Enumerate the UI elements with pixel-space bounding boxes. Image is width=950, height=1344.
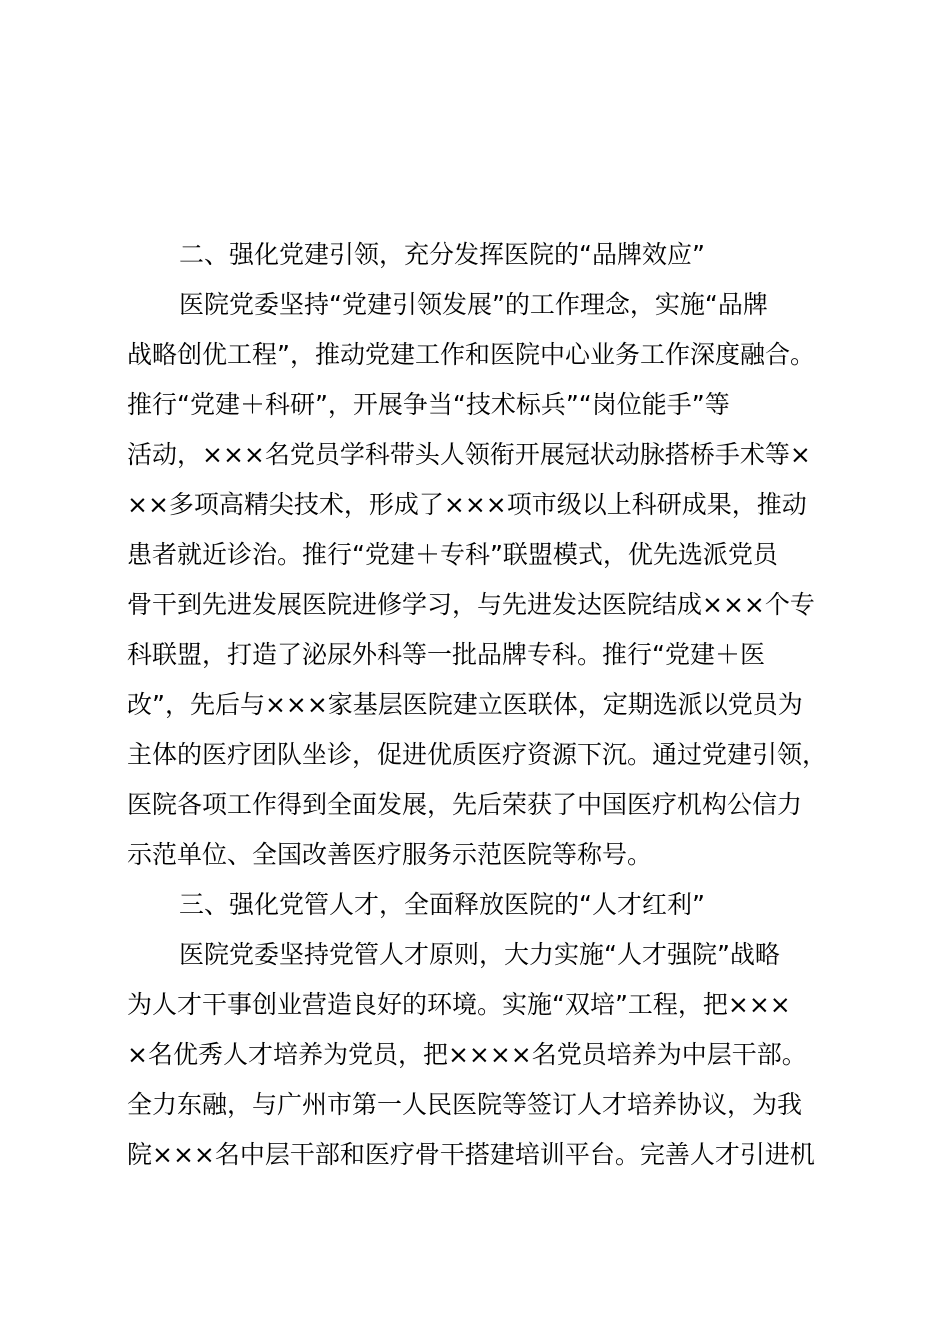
paragraph-line: 患者就近诊治。推行“党建＋专科”联盟模式，优先选派党员 bbox=[127, 540, 778, 569]
paragraph-line: 骨干到先进发展医院进修学习，与先进发达医院结成×××个专 bbox=[127, 590, 815, 619]
paragraph-line: 全力东融，与广州市第一人民医院等签订人才培养协议，为我 bbox=[127, 1090, 803, 1119]
paragraph-line: 战略创优工程”，推动党建工作和医院中心业务工作深度融合。 bbox=[127, 340, 815, 369]
document-body bbox=[127, 230, 835, 1180]
paragraph-line: 医院党委坚持党管人才原则，大力实施“人才强院”战略 bbox=[179, 940, 780, 969]
paragraph-line: 医院各项工作得到全面发展，先后荣获了中国医疗机构公信力 bbox=[127, 790, 803, 819]
paragraph-line: ×名优秀人才培养为党员，把××××名党员培养为中层干部。 bbox=[127, 1040, 807, 1069]
paragraph-line: 改”，先后与×××家基层医院建立医联体，定期选派以党员为 bbox=[127, 690, 803, 719]
paragraph-line: 医院党委坚持“党建引领发展”的工作理念，实施“品牌 bbox=[179, 290, 768, 319]
paragraph-line: 活动，×××名党员学科带头人领衔开展冠状动脉搭桥手术等× bbox=[127, 440, 811, 469]
paragraph-line: 示范单位、全国改善医疗服务示范医院等称号。 bbox=[127, 840, 653, 869]
section-heading: 三、强化党管人才，全面释放医院的“人才红利” bbox=[179, 890, 705, 919]
paragraph-line: 科联盟，打造了泌尿外科等一批品牌专科。推行“党建＋医 bbox=[127, 640, 765, 669]
section-heading: 二、强化党建引领，充分发挥医院的“品牌效应” bbox=[179, 240, 705, 269]
paragraph-line: 院×××名中层干部和医疗骨干搭建培训平台。完善人才引进机 bbox=[127, 1140, 815, 1169]
paragraph-line: ××多项高精尖技术，形成了×××项市级以上科研成果，推动 bbox=[127, 490, 807, 519]
paragraph-line: 主体的医疗团队坐诊，促进优质医疗资源下沉。通过党建引领， bbox=[127, 740, 828, 769]
paragraph-line: 推行“党建＋科研”，开展争当“技术标兵”“岗位能手”等 bbox=[127, 390, 730, 419]
paragraph-line: 为人才干事创业营造良好的环境。实施“双培”工程，把××× bbox=[127, 990, 791, 1019]
